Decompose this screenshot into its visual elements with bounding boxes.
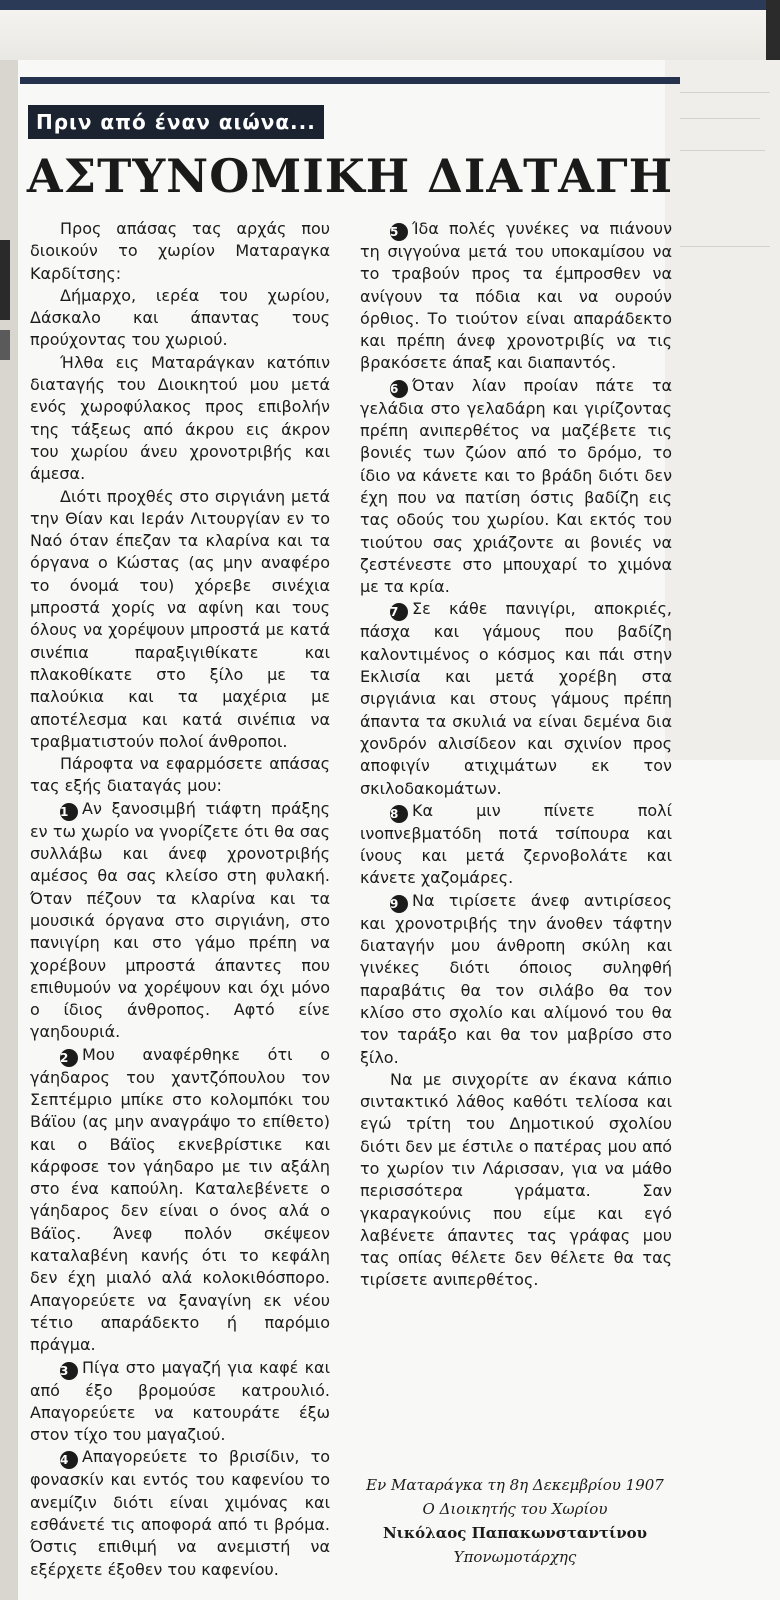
order-text: Σε κάθε πανιγίρι, αποκριές, πάσχα και γάμους που βαδίζη καλοντιμένος ο κόσμος και πάι στην Εκλισία και μετά χορέβη στα σιργιάνια και στους γάμους πρέπη άπαντα τα σκυλιά να είναι δεμένα δια χονδρόν αλισίδεον και σχινίον προς αποφιγίν ατιχιμάτων εκ τον σκιλοδακομάτων. <box>360 599 672 798</box>
scan-left-mark <box>0 330 10 360</box>
adjacent-column-bleed <box>665 60 780 760</box>
order-text: Μου αναφέρθηκε ότι ο γάηδαρος του χαντζόπουλου τον Σεπτέμριο μπίκε στο κολομπόκι του Βάϊου (ας μην αναγράψο το επίθετο) και ο Βάϊος εκνεβρίστικε και κάρφοσε τον γάηδαρο με τιν αξάλη στο ένα καπούλη. Καταλεβένετε ο γάηδαρος δεν είναι ο όνος αλά ο Βάϊος. Άνεφ πολόν σκέψεον καταλαβένη κανής ότι το κεφάλη δεν έχη μιαλό αλά κολοκιθόσπορο. Απαγορεύετε να ξαναγίνη εκ νέου τέτιο απαράδεκτο ή παρόμιο πράγμα. <box>30 1044 330 1355</box>
bleed-line <box>680 118 760 119</box>
paragraph-closing: Να με σινχορίτε αν έκανα κάπιο σιντακτικό λάθος καθότι τελίοσα και εγώ τρίτη του Δημοτικού σχολίου διότι δεν με έστιλε ο πατέρας μου από το χωρίον τιν Λάρισσαν, για να μάθο περισσότερα γράματα. Σαν γκαραγκούνις που είμε και εγό λαβένετε άπαντες τας γράφας μου τας οπίας θέλετε δεν θέλετε θα τας τιρίσετε ανιπερθέτος. <box>360 1069 672 1290</box>
signoff-rank: Υπονωμοτάρχης <box>453 1548 577 1566</box>
order-text: Κα μιν πίνετε πολί ινοπνεβματόδη ποτά τσίπουρα και ίνους και μετά ζερνοβολάτε και κάνετε χαζομάρες. <box>360 800 672 888</box>
paragraph-reason: Διότι προχθές στο σιργιάνη μετά την Θίαν και Ιεράν Λιτουργίαν εν το Ναό όταν έπεζαν τα κλαρίνα και τα όργανα ο Κώστας (ας μην αναφέρο το όνομά του) χόρεβε σινέχια μπροστά χορίς να αφίνη και τους όλους να χορέψουν μπροστά με κατά σινέπια παραξιγιθίκατε και πλακοθίκατε στο ξίλο με τα παλούκια και τα μαχέρια με αποτέλεσμα και κατά σινέπια να τραβματιστούν πολοί άνθροποι. <box>30 486 330 751</box>
article-headline: ΑΣΤΥΝΟΜΙΚΗ ΔΙΑΤΑΓΗ <box>26 149 674 203</box>
order-5 <box>360 218 672 375</box>
order-3 <box>30 1357 330 1447</box>
signoff-role: Ο Διοικητής του Χωρίου <box>422 1500 608 1518</box>
order-number-badge: 9 <box>390 895 408 913</box>
order-6 <box>360 375 672 599</box>
order-number-badge: 5 <box>390 223 408 241</box>
paragraph-orders-intro: Πάροφτα να εφαρμόσετε απάσας τας εξής διαταγάς μου: <box>30 754 330 796</box>
order-text: Απαγορεύετε το βρισίδιν, το φονασκίν και εντός του καφενίου το ανεμίζιν διότι είναι χιμόνας και εσθάνετέ τις αποφορά από τι βρόμα. Όστις επιθιμή να ανεμιστή να εξέρχετε έξοθεν του καφενίου. <box>30 1447 330 1579</box>
order-number-badge: 7 <box>390 603 408 621</box>
signoff-place-date: Εν Ματαράγκα τη 8η Δεκεμβρίου 1907 <box>366 1476 664 1494</box>
order-2 <box>30 1044 330 1357</box>
bleed-line <box>680 150 765 151</box>
order-4 <box>30 1446 330 1580</box>
order-number-badge: 2 <box>60 1049 78 1067</box>
bleed-line <box>680 246 770 247</box>
order-text: Αν ξανοσιμβή τιάφτη πράξης εν τω χωρίο να γνορίζετε ότι θα σας συλλάβω και άνεφ χρονοτριβής αμέσος θα σας κλείσο στη φυλακή. Όταν πέζουν τα κλαρίνα και τα μουσικά όργανα στο σιργιάνη, στο πανιγίρη και στο γάμο πρέπη να χορέβουν μπροστά άπαντες που επιθυμούν να χορέψουν και όχι μόνο ο ίδιος άνθροπος. Αφτό είνε γαηδουριά. <box>30 798 330 1042</box>
scan-left-mark <box>0 240 10 320</box>
top-rule <box>20 77 680 84</box>
section-kicker: Πριν από έναν αιώνα... <box>28 105 324 139</box>
order-number-badge: 8 <box>390 805 408 823</box>
paragraph-intro: Προς απάσας τας αρχάς που διοικούν το χωρίον Ματαραγκα Καρδίτσης: <box>30 219 330 283</box>
order-number-badge: 1 <box>60 803 78 821</box>
scan-background <box>0 10 780 60</box>
order-text: Πίγα στο μαγαζή για καφέ και από έξο βρομούσε κατρουλιό. Απαγορεύετε να κατουράτε έξω στον τίχο του μαγαζιού. <box>30 1357 330 1445</box>
article-column-left <box>30 218 330 1581</box>
order-1 <box>30 798 330 1044</box>
order-text: Να τιρίσετε άνεφ αντιρίσεος και χρονοτριβής την άνοθεν τάφτην διαταγήν μου άνθροπη σκύλη και γινέκες διότι όποιος συληφθή παραβάτις θα τον σιλάβο θα τον κλίσο στο σχολίο και αλίμονό του θα τον ταράξο και θα τον μαβρίσο στο ξίλο. <box>360 890 672 1067</box>
paragraph-addressees: Δήμαρχο, ιερέα του χωρίου, Δάσκαλο και άπαντας τους προύχοντας του χωριού. <box>30 285 330 350</box>
paragraph-arrival: Ήλθα εις Ματαράγκαν κατόπιν διαταγής του Διοικητού μου μετά ενός χωροφύλακος προς επιβολήν της τάξεως από άκρου εις άκρον του χωρίου άνευ χρονοτριβής και άμεσα. <box>30 352 330 484</box>
signoff-name: Νικόλαος Παπακωνσταντίνου <box>382 1524 648 1542</box>
order-number-badge: 3 <box>60 1362 78 1380</box>
scan-top-edge <box>0 0 780 10</box>
order-9 <box>360 890 672 1069</box>
order-text: Ίδα πολές γυνέκες να πιάνουν τη σιγγούνα μετά του υποκαμίσου να το τραβούν προς τα έμπροσθεν να ανίγουν τα πόδια και να ουρούν όρθιος. Το τιούτον είναι απαράδεκτο και πρέπη άνεφ χρονοτριβίς να τις βρακόσετε άπαξ και διαπαντός. <box>360 219 672 373</box>
order-number-badge: 4 <box>60 1451 78 1469</box>
bleed-line <box>680 92 770 93</box>
order-8 <box>360 800 672 890</box>
scan-corner-shadow <box>766 0 780 60</box>
order-number-badge: 6 <box>390 380 408 398</box>
order-text: Όταν λίαν προίαν πάτε τα γελάδια στο γελαδάρη και γιρίζοντας πρέπη ανιπερθέτος να μαζέβετε τις βονιές των ζώον από το δρόμο, το ίδιο να κάνετε και το βράδη διότι δεν έχη που να πατίση όστις βαδίζη εις τας οδούς του χωρίου. Και εκτός του τιούτου σας χριάζοντε αι βονιές να ζεστένεστε στο μπουχαρί το χιμόνα με τα κρία. <box>360 375 672 597</box>
article-column-right <box>360 218 672 1292</box>
order-7 <box>360 598 672 799</box>
